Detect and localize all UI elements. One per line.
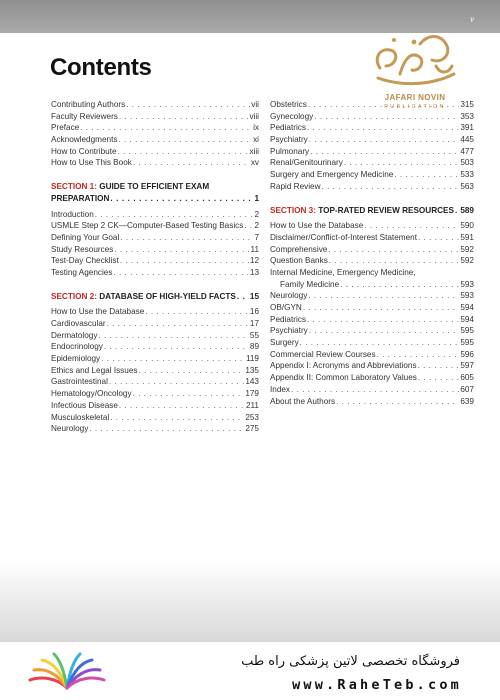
toc-entry[interactable] <box>51 209 259 221</box>
dot-leader <box>344 157 460 169</box>
dot-leader <box>307 122 459 134</box>
toc-entry-page: 353 <box>460 111 474 121</box>
toc-entry-page: 445 <box>460 135 474 145</box>
toc-entry-label: Testing Agencies <box>51 267 113 277</box>
toc-entry[interactable] <box>51 341 259 353</box>
dot-leader <box>377 349 460 361</box>
dot-leader <box>307 314 459 326</box>
dot-leader <box>309 134 460 146</box>
toc-entry-page: 595 <box>460 326 474 336</box>
toc-entry-page: 2 <box>254 221 259 231</box>
toc-entry[interactable] <box>51 111 259 123</box>
page-number: v <box>470 14 474 24</box>
toc-entry[interactable] <box>270 290 474 302</box>
toc-entry-label: How to Use the Database <box>270 221 364 231</box>
toc-entry-page: xiii <box>249 146 259 156</box>
toc-entry-label: Index <box>270 384 291 394</box>
dot-leader <box>322 181 460 193</box>
toc-entry[interactable] <box>51 122 259 134</box>
toc-entry-label: Defining Your Goal <box>51 232 120 242</box>
toc-entry-page: 605 <box>460 373 474 383</box>
toc-entry[interactable] <box>51 146 259 158</box>
dot-leader <box>314 111 459 123</box>
dot-leader <box>303 302 459 314</box>
dot-leader <box>109 376 244 388</box>
dot-leader <box>113 267 248 279</box>
toc-entry-page: 639 <box>460 396 474 406</box>
dot-leader <box>98 330 248 342</box>
toc-entry-label: Psychiatry <box>270 135 308 145</box>
section-2-number: SECTION 2: <box>51 291 97 301</box>
toc-entry[interactable] <box>51 255 259 267</box>
toc-entry-page: 592 <box>460 256 474 266</box>
section-1-page: 1 <box>254 193 259 203</box>
section-1-title-line1: GUIDE TO EFFICIENT EXAM <box>99 182 210 192</box>
toc-entry-label: Rapid Review <box>270 181 321 191</box>
dot-leader <box>133 157 250 169</box>
toc-entry-page: 594 <box>460 303 474 313</box>
toc-entry-page: 179 <box>245 389 259 399</box>
toc-entry-label: Study Resources <box>51 244 114 254</box>
toc-entry-label: Obstetrics <box>270 100 307 109</box>
toc-entry-label: Psychiatry <box>270 326 308 336</box>
toc-entry-label: Question Banks <box>270 256 328 266</box>
toc-left-column <box>51 99 259 435</box>
toc-entry-label: Renal/Genitourinary <box>270 158 343 168</box>
dot-leader <box>114 244 249 256</box>
toc-entry[interactable] <box>51 330 259 342</box>
toc-entry-page: 591 <box>460 232 474 242</box>
dot-leader <box>300 337 460 349</box>
toc-entry[interactable] <box>270 302 474 314</box>
toc-entry[interactable] <box>51 99 259 111</box>
toc-entry-page: 11 <box>250 244 259 254</box>
toc-entry-label: Pediatrics <box>270 314 306 324</box>
toc-entry-page: 253 <box>245 412 259 422</box>
toc-entry-page: 391 <box>460 123 474 133</box>
dot-leader <box>309 325 460 337</box>
toc-entry-page: 563 <box>460 181 474 191</box>
dot-leader <box>394 169 459 181</box>
toc-entry[interactable] <box>270 360 474 372</box>
toc-entry-label: Dermatology <box>51 330 98 340</box>
toc-entry[interactable] <box>270 134 474 146</box>
toc-entry-page: 17 <box>249 319 259 328</box>
toc-entry-page: 89 <box>249 342 259 352</box>
logo-name: JAFARI NOVIN <box>384 93 446 102</box>
toc-entry-multiline[interactable] <box>270 267 474 290</box>
section-3-title: TOP-RATED REVIEW RESOURCES <box>318 205 454 215</box>
dot-leader <box>308 290 459 302</box>
toc-entry[interactable] <box>270 99 474 111</box>
toc-entry[interactable] <box>270 384 474 396</box>
toc-entry-page: xi <box>253 135 259 145</box>
toc-entry[interactable] <box>270 220 474 232</box>
toc-entry-label: How to Use the Database <box>51 307 145 317</box>
section-2-list <box>51 306 259 435</box>
toc-entry[interactable] <box>51 365 259 377</box>
toc-entry-label: Appendix II: Common Laboratory Values <box>270 373 417 383</box>
toc-entry[interactable] <box>51 232 259 244</box>
section-3-list-b <box>270 290 474 407</box>
toc-entry-label: Surgery and Emergency Medicine <box>270 170 394 180</box>
page-bottom-shadow <box>0 560 500 642</box>
toc-entry[interactable] <box>270 325 474 337</box>
toc-entry-page: 315 <box>460 100 474 109</box>
dot-leader <box>308 99 459 111</box>
dot-leader <box>110 412 244 424</box>
toc-entry[interactable] <box>270 255 474 267</box>
toc-entry-label: Endocrinology <box>51 342 103 352</box>
dot-leader <box>364 220 459 232</box>
toc-right-column <box>270 99 474 407</box>
open-book-logo-icon <box>22 650 112 696</box>
section-3-list-a <box>270 220 474 267</box>
toc-entry-page: 592 <box>460 244 474 254</box>
dot-leader <box>145 306 249 318</box>
section-2-continued-list <box>270 99 474 193</box>
dot-leader <box>329 255 460 267</box>
store-url[interactable]: www.RaheTeb.com <box>292 677 462 693</box>
toc-entry[interactable] <box>270 111 474 123</box>
dot-leader <box>119 400 245 412</box>
toc-entry-label: Introduction <box>51 209 94 219</box>
toc-entry-label: Pediatrics <box>270 123 306 133</box>
toc-entry[interactable] <box>51 220 259 232</box>
dot-leader <box>120 232 253 244</box>
toc-entry-page: vii <box>251 100 259 109</box>
toc-entry[interactable] <box>51 400 259 412</box>
dot-leader <box>418 372 459 384</box>
section-1-list <box>51 209 259 279</box>
toc-entry-page: 7 <box>254 232 259 242</box>
dot-leader <box>310 146 459 158</box>
dot-leader <box>119 111 249 123</box>
toc-entry-label: Commercial Review Courses <box>270 349 376 359</box>
store-name: فروشگاه تخصصی لاتین پزشکی راه طب <box>241 654 460 669</box>
front-matter-list <box>51 99 259 169</box>
toc-entry-label: Neurology <box>51 424 89 434</box>
toc-entry-label: Epidemiology <box>51 354 101 364</box>
toc-entry-page: 594 <box>460 314 474 324</box>
toc-entry-page: 55 <box>249 330 259 340</box>
dot-leader <box>118 134 252 146</box>
toc-entry-page: 135 <box>245 365 259 375</box>
toc-entry-multiline-line2: Family Medicine <box>280 279 340 289</box>
dot-leader <box>328 244 459 256</box>
section-3-page: 589 <box>460 205 474 215</box>
toc-entry-label: Appendix I: Acronyms and Abbreviations <box>270 361 417 371</box>
toc-entry-label: Faculty Reviewers <box>51 111 118 121</box>
toc-entry[interactable] <box>270 244 474 256</box>
toc-entry-label: Test-Day Checklist <box>51 256 119 266</box>
toc-entry[interactable] <box>270 122 474 134</box>
section-1-title-line2: PREPARATION <box>51 193 110 203</box>
top-bar <box>0 0 500 33</box>
toc-entry-page: 12 <box>249 256 259 266</box>
toc-entry[interactable] <box>51 267 259 279</box>
toc-entry-page: 16 <box>249 307 259 317</box>
toc-entry-label: How to Use This Book <box>51 158 132 168</box>
dot-leader <box>89 423 244 435</box>
toc-entry-label: Surgery <box>270 338 299 348</box>
toc-entry-page: 597 <box>460 361 474 371</box>
toc-entry-page: 211 <box>245 400 259 410</box>
section-2-page: 15 <box>249 291 259 301</box>
toc-entry-page: viii <box>249 111 259 121</box>
dot-leader <box>80 122 252 134</box>
dot-leader <box>118 146 249 158</box>
toc-entry-label: Gastrointestinal <box>51 377 108 387</box>
toc-entry-label: Infectious Disease <box>51 400 118 410</box>
toc-entry[interactable] <box>270 314 474 326</box>
toc-entry-label: About the Authors <box>270 396 336 406</box>
dot-leader <box>133 388 245 400</box>
toc-entry[interactable] <box>51 318 259 330</box>
toc-entry[interactable] <box>51 388 259 400</box>
toc-entry-page: 119 <box>245 354 259 364</box>
toc-entry-label: Acknowledgments <box>51 135 118 145</box>
section-2-title: DATABASE OF HIGH-YIELD FACTS <box>99 291 236 301</box>
dot-leader <box>418 232 459 244</box>
dot-leader <box>244 220 253 232</box>
section-2-heading[interactable] <box>51 291 259 303</box>
toc-entry-label: Comprehensive <box>270 244 328 254</box>
dot-leader <box>95 209 254 221</box>
toc-entry[interactable] <box>51 244 259 256</box>
toc-entry[interactable] <box>51 376 259 388</box>
section-3-number: SECTION 3: <box>270 205 316 215</box>
dot-leader <box>418 360 460 372</box>
toc-entry[interactable] <box>270 349 474 361</box>
logo-subtitle: PUBLICATION <box>384 104 446 110</box>
toc-entry[interactable] <box>51 157 259 169</box>
toc-entry[interactable] <box>270 169 474 181</box>
toc-entry[interactable] <box>270 232 474 244</box>
toc-entry-label: Hematology/Oncology <box>51 389 132 399</box>
toc-entry-page: xv <box>250 158 259 168</box>
toc-entry-page: 593 <box>460 291 474 301</box>
dot-leader <box>126 99 250 111</box>
toc-entry-label: Neurology <box>270 291 308 301</box>
dot-leader <box>291 384 459 396</box>
toc-entry-label: Ethics and Legal Issues <box>51 365 138 375</box>
toc-entry-page: 477 <box>460 146 474 156</box>
toc-entry[interactable] <box>51 412 259 424</box>
toc-entry-page: ix <box>253 123 259 133</box>
toc-entry-page: 503 <box>460 158 474 168</box>
toc-entry[interactable] <box>270 146 474 158</box>
toc-entry-multiline-line1: Internal Medicine, Emergency Medicine, <box>270 267 416 277</box>
dot-leader <box>101 353 245 365</box>
page-title: Contents <box>50 54 152 81</box>
toc-entry-page: 275 <box>245 424 259 434</box>
toc-entry-label: Gynecology <box>270 111 314 121</box>
toc-entry-label: Cardiovascular <box>51 319 106 328</box>
toc-entry-label: Pulmonary <box>270 146 310 156</box>
toc-entry-page: 596 <box>460 349 474 359</box>
toc-entry[interactable] <box>51 423 259 435</box>
toc-entry-label: USMLE Step 2 CK—Computer-Based Testing Basics <box>51 221 244 231</box>
toc-entry-page: 143 <box>245 377 259 387</box>
toc-entry[interactable] <box>51 134 259 146</box>
dot-leader <box>104 341 249 353</box>
dot-leader <box>138 365 244 377</box>
toc-entry[interactable] <box>270 337 474 349</box>
toc-entry-page: 595 <box>460 338 474 348</box>
toc-entry[interactable] <box>270 157 474 169</box>
publisher-emblem-icon <box>370 30 460 92</box>
section-1-heading[interactable] <box>51 181 259 204</box>
toc-entry-page: 533 <box>460 170 474 180</box>
dot-leader <box>336 396 459 408</box>
toc-entry-label: How to Contribute <box>51 146 117 156</box>
dot-leader <box>120 255 249 267</box>
toc-entry-page: 590 <box>460 221 474 231</box>
dot-leader <box>107 318 249 330</box>
toc-entry[interactable] <box>270 372 474 384</box>
store-footer <box>0 642 500 700</box>
toc-entry-label: OB/GYN <box>270 303 302 313</box>
toc-entry-label: Disclaimer/Conflict-of-Interest Statement <box>270 232 417 242</box>
toc-entry-label: Contributing Authors <box>51 100 126 109</box>
section-3-heading[interactable] <box>270 205 474 217</box>
toc-entry[interactable] <box>51 353 259 365</box>
toc-entry-page: 607 <box>460 384 474 394</box>
toc-entry[interactable] <box>51 306 259 318</box>
toc-entry[interactable] <box>270 396 474 408</box>
toc-entry-multiline-page: 593 <box>460 279 474 289</box>
toc-entry-page: 2 <box>254 209 259 219</box>
toc-entry-label: Musculoskeletal <box>51 412 110 422</box>
toc-entry-page: 13 <box>249 267 259 277</box>
section-1-number: SECTION 1: <box>51 182 97 192</box>
toc-entry[interactable] <box>270 181 474 193</box>
toc-entry-label: Preface <box>51 123 80 133</box>
